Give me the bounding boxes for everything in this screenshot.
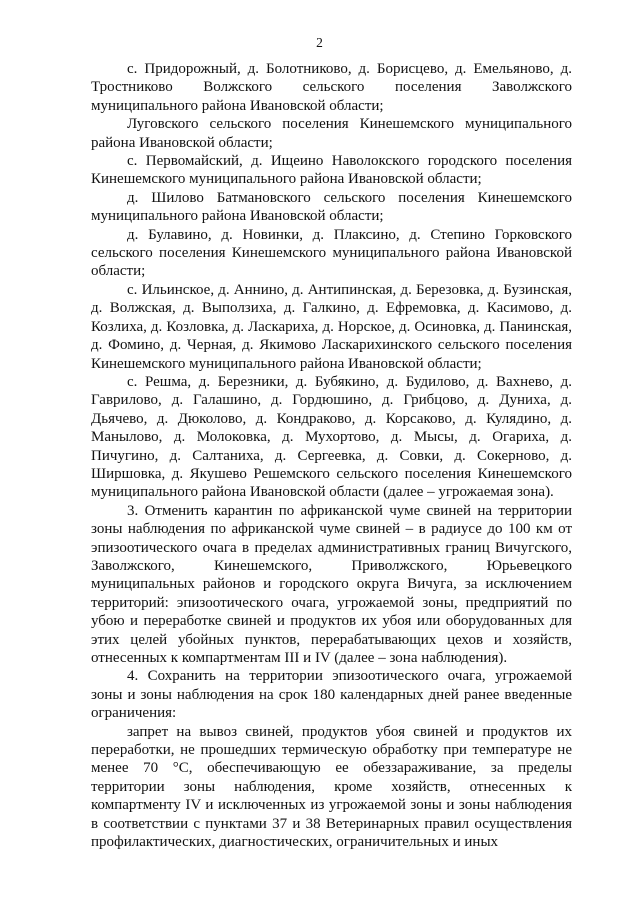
paragraph-lugovskoe-settlement: Луговского сельского поселения Кинешемского муниципального района Ивановской области; xyxy=(91,116,572,151)
paragraph-navoloki-settlement: с. Первомайский, д. Ищеино Наволокского городского поселения Кинешемского муниципального района Ивановской области; xyxy=(91,153,572,188)
paragraph-reshemskoe-settlement: с. Решма, д. Березники, д. Бубякино, д. Будилово, д. Вахнево, д. Гаврилово, д. Галашино, д. Гордюшино, д. Грибцово, д. Дуниха, д. Дьячево, д. Дюколово, д. Кондраково, д. Корсаково, д. Кулядино, д. Манылово, д. Молоковка, д. Мухортово, д. Мысы, д. Огариха, д. Пичугино, д. Салтаниха, д. Сергеевка, д. Совки, д. Сокерново, д. Ширшовка, д. Якушево Решемского сельского поселения Кинешемского муниципального района Ивановской области (далее – угрожаемая зона). xyxy=(91,373,572,501)
paragraph-gorkovskoe-settlement: д. Булавино, д. Новинки, д. Плаксино, д. Степино Горковского сельского поселения Кинешемского муниципального района Ивановской области; xyxy=(91,226,572,280)
paragraph-laskarikhinskoe-settlement: с. Ильинское, д. Аннино, д. Антипинская, д. Березовка, д. Бузинская, д. Волжская, д. Выползиха, д. Галкино, д. Ефремовка, д. Касимово, д. Козлиха, д. Козловка, д. Ласкариха, д. Норское, д. Осиновка, д. Панинская, д. Фомино, д. Черная, д. Якимово Ласкарихинского сельского поселения Кинешемского муниципального района Ивановской области; xyxy=(91,281,572,372)
paragraph-batmanovskoe-settlement: д. Шилово Батмановского сельского поселения Кинешемского муниципального района Ивановской области; xyxy=(91,189,572,225)
page-number: 2 xyxy=(316,35,323,50)
document-body xyxy=(91,60,572,851)
paragraph-item-3-cancel-quarantine: 3. Отменить карантин по африканской чуме свиней на территории зоны наблюдения по африканской чуме свиней – в радиусе до 100 км от эпизоотического очага в пределах административных границ Вичугского, Заволжского, Кинешемского, Приволжского, Юрьевецкого муниципальных районов и городского округа Вичуга, за исключением территорий: эпизоотического очага, угрожаемой зоны, предприятий по убою и переработке свиней и продуктов их убоя или оборудованных для этих целей убойных пунктов, перерабатывающих цехов и хозяйств, отнесенных к компартментам III и IV (далее – зона наблюдения). xyxy=(91,502,572,666)
paragraph-item-4-keep-restrictions: 4. Сохранить на территории эпизоотического очага, угрожаемой зоны и зоны наблюдения на срок 180 календарных дней ранее введенные ограничения: xyxy=(91,668,572,722)
paragraph-export-ban: запрет на вывоз свиней, продуктов убоя свиней и продуктов их переработки, не прошедших термическую обработку при температуре не менее 70 °С, обеспечивающую ее обеззараживание, за пределы территории зоны наблюдения, кроме хозяйств, отнесенных к компартменту IV и исключенных из угрожаемой зоны и зоны наблюдения в соответствии с пунктами 37 и 38 Ветеринарных правил осуществления профилактических, диагностических, ограничительных и иных xyxy=(91,723,572,851)
paragraph-volzhsky-settlements: с. Придорожный, д. Болотниково, д. Борисцево, д. Емельяново, д. Тростниково Волжского сельского поселения Заволжского муниципального района Ивановской области; xyxy=(91,61,572,114)
